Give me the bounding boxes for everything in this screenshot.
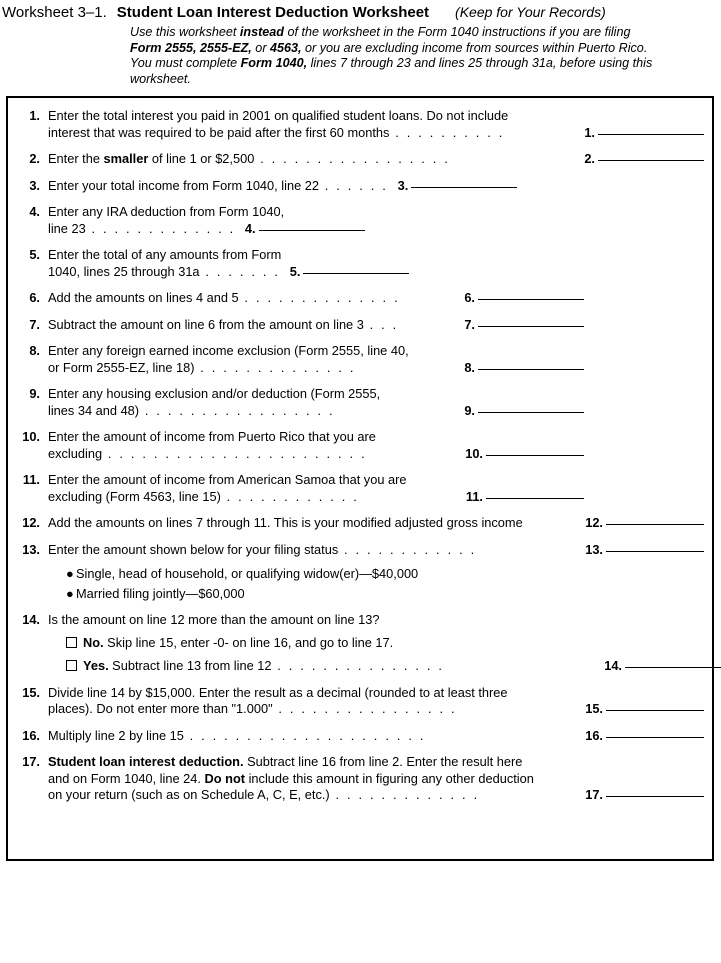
- line-text-b: and on Form 1040, line 24.: [48, 770, 205, 786]
- leader-dots: . . . . . . . . . . . . . . . . . . . . .: [183, 727, 426, 743]
- answer-field-14[interactable]: [604, 657, 721, 675]
- line-text-a: Enter the total of any amounts from Form: [48, 247, 282, 262]
- worksheet-line-16: [14, 728, 706, 745]
- line-body: [48, 515, 706, 532]
- answer-blank[interactable]: [478, 369, 584, 370]
- line-body: [48, 472, 706, 505]
- line14-no-text: [83, 634, 706, 652]
- worksheet-line-15: [14, 685, 706, 718]
- line-number: 4.: [29, 204, 40, 219]
- line-body: [48, 343, 706, 376]
- bullet-icon: ●: [66, 586, 74, 601]
- leader-dots: . . . . . . . . . . . . . .: [238, 290, 400, 305]
- line-number: 9.: [29, 386, 40, 401]
- line-body: [48, 317, 706, 334]
- intro-line1-c: of the worksheet in the Form 1040 instructions if you are filing: [283, 25, 631, 39]
- line-body: [48, 247, 706, 280]
- line-number: 13.: [22, 541, 40, 557]
- worksheet-line-17: [14, 754, 706, 804]
- line-body: [48, 754, 706, 804]
- answer-field-5[interactable]: [290, 264, 410, 279]
- leader-dots: . . . . . . .: [199, 263, 281, 279]
- leader-dots: . . . . . . . . . . . .: [220, 488, 359, 504]
- answer-blank[interactable]: [625, 667, 721, 668]
- line-text-a: Enter the: [48, 151, 104, 166]
- intro-paragraph: [130, 25, 710, 87]
- worksheet-line-12: [14, 515, 706, 532]
- answer-field-3[interactable]: [398, 178, 518, 193]
- line-number: 11.: [22, 472, 40, 487]
- filing-status-bullets: [66, 564, 706, 604]
- answer-number: 17.: [585, 787, 603, 802]
- intro-line4: worksheet.: [130, 71, 191, 86]
- line-text-deduction-label: Student loan interest deduction.: [48, 754, 244, 769]
- worksheet-box: [6, 96, 714, 861]
- checkbox-yes-icon[interactable]: [66, 660, 77, 671]
- line-text-b: lines 34 and 48): [48, 402, 140, 418]
- line-number: 2.: [29, 151, 40, 166]
- answer-field-7[interactable]: [464, 317, 584, 334]
- answer-blank[interactable]: [606, 524, 704, 525]
- worksheet-line-14: [14, 612, 706, 675]
- line-number: 6.: [29, 290, 40, 305]
- intro-line2-b: or: [251, 40, 271, 55]
- answer-field-15[interactable]: [585, 701, 704, 718]
- line-text-a: Enter any IRA deduction from Form 1040,: [48, 204, 285, 219]
- answer-blank[interactable]: [303, 273, 409, 274]
- answer-number: 12.: [585, 515, 603, 530]
- answer-blank[interactable]: [486, 455, 584, 456]
- line-body: [48, 685, 706, 718]
- line-text-a: Enter any foreign earned income exclusion (Form 2555, line 40,: [48, 343, 409, 358]
- bullet-icon: ●: [66, 566, 74, 581]
- answer-blank[interactable]: [598, 134, 704, 135]
- answer-number: 16.: [585, 727, 603, 743]
- answer-number: 7.: [464, 316, 475, 332]
- line-text-a: Divide line 14 by $15,000. Enter the result as a decimal (rounded to at least three: [48, 684, 508, 700]
- answer-number: 4.: [244, 220, 256, 236]
- option-text-no: Skip line 15, enter -0- on line 16, and go to line 17.: [103, 634, 394, 650]
- line-body: [48, 612, 706, 675]
- line-number: 16.: [22, 727, 40, 743]
- line-body: [48, 108, 706, 141]
- line-text-b: places). Do not enter more than "1.000": [48, 701, 273, 716]
- intro-form-4563: 4563,: [270, 40, 302, 55]
- answer-field-4[interactable]: [245, 221, 365, 236]
- leader-dots: . . . . . .: [319, 177, 389, 193]
- line-text-a: Enter the total interest you paid in 2001 on qualified student loans. Do not include: [48, 108, 509, 123]
- answer-number: 8.: [464, 359, 475, 375]
- line-body: [48, 542, 706, 607]
- line-number: 17.: [22, 754, 40, 769]
- worksheet-line-8: [14, 343, 706, 376]
- line17-first-line: [48, 754, 706, 771]
- bullet-item-single: [66, 564, 706, 584]
- leader-dots: . . . . . . . . . . . . . . .: [271, 657, 445, 673]
- worksheet-line-1: [14, 108, 706, 141]
- answer-number: 14.: [604, 657, 622, 673]
- answer-number: 1.: [584, 124, 595, 140]
- line-body: [48, 728, 706, 745]
- answer-blank[interactable]: [606, 710, 704, 711]
- line17-second-line: [48, 771, 706, 788]
- answer-number: 5.: [289, 263, 301, 279]
- intro-line1-instead: instead: [239, 25, 284, 39]
- intro-line2-d: or you are excluding income from sources within Puerto Rico.: [301, 40, 648, 55]
- checkbox-no-icon[interactable]: [66, 637, 77, 648]
- answer-field-8[interactable]: [464, 360, 584, 377]
- line-text-a: Multiply line 2 by line 15: [48, 727, 184, 743]
- bullet-text: Married filing jointly—$60,000: [76, 586, 245, 601]
- answer-blank[interactable]: [598, 160, 704, 161]
- line-text-a: Is the amount on line 12 more than the amount on line 13?: [48, 612, 380, 627]
- answer-blank[interactable]: [478, 326, 584, 327]
- line-number: 10.: [22, 429, 40, 444]
- worksheet-line-9: [14, 386, 706, 419]
- line-text-a: Enter your total income from Form 1040, line 22: [48, 177, 319, 193]
- line-body: [48, 178, 706, 195]
- line-number: 15.: [22, 684, 40, 700]
- line-text-b: line 23: [48, 220, 86, 236]
- line14-yes-text: [83, 657, 706, 675]
- worksheet-line-2: [14, 151, 706, 168]
- answer-field-9[interactable]: [464, 403, 584, 420]
- worksheet-title: Student Loan Interest Deduction Worksheet: [116, 4, 430, 21]
- answer-field-1[interactable]: [584, 125, 704, 142]
- answer-blank[interactable]: [606, 551, 704, 552]
- answer-blank[interactable]: [478, 299, 584, 300]
- leader-dots: . . . . . . . . . .: [389, 124, 505, 140]
- answer-field-10[interactable]: [465, 446, 584, 463]
- worksheet-line-3: [14, 178, 706, 195]
- bullet-text: Single, head of household, or qualifying widow(er)—$40,000: [76, 566, 419, 581]
- worksheet-line-13: [14, 542, 706, 607]
- leader-dots: . . .: [363, 316, 399, 332]
- leader-dots: . . . . . . . . . . . . . . . . .: [254, 151, 451, 166]
- intro-form-2555: Form 2555, 2555-EZ,: [130, 40, 252, 55]
- line-text-b: interest that was required to be paid after the first 60 months: [48, 124, 390, 140]
- answer-number: 2.: [584, 151, 595, 166]
- intro-line3-c: lines 7 through 23 and lines 25 through 31a, before using this: [307, 56, 653, 70]
- answer-number: 6.: [464, 290, 475, 305]
- worksheet-header: [0, 0, 721, 21]
- line-body: [48, 429, 706, 462]
- line-text-a: Enter the amount shown below for your filing status: [48, 541, 339, 557]
- line-text-c: include this amount in figuring any other deduction: [245, 770, 534, 786]
- worksheet-line-4: [14, 204, 706, 237]
- line-body: [48, 151, 706, 168]
- line-text-b: of line 1 or $2,500: [148, 151, 255, 166]
- worksheet-lines: [8, 98, 712, 804]
- intro-line3-a: You must complete: [130, 56, 241, 70]
- intro-line1-a: Use this worksheet: [130, 25, 240, 39]
- answer-number: 13.: [585, 541, 603, 557]
- line-text-a: Subtract line 16 from line 2. Enter the result here: [243, 754, 523, 769]
- line-body: [48, 386, 706, 419]
- line-text-a: Enter any housing exclusion and/or deduction (Form 2555,: [48, 386, 381, 401]
- answer-number: 10.: [465, 445, 483, 461]
- answer-blank[interactable]: [411, 187, 517, 188]
- answer-number: 11.: [465, 488, 483, 504]
- worksheet-line-7: [14, 317, 706, 334]
- option-label-yes: Yes.: [83, 657, 109, 673]
- line-number: 14.: [22, 612, 40, 627]
- keep-for-records-note: (Keep for Your Records): [455, 4, 606, 20]
- line-text-b: excluding (Form 4563, line 15): [48, 488, 221, 504]
- answer-field-13[interactable]: [585, 542, 704, 559]
- worksheet-line-6: [14, 290, 706, 307]
- line-number: 5.: [29, 247, 40, 262]
- leader-dots: . . . . . . . . . . . .: [338, 541, 477, 557]
- answer-field-11[interactable]: [466, 489, 584, 506]
- leader-dots: . . . . . . . . . . . . .: [329, 787, 480, 802]
- worksheet-line-5: [14, 247, 706, 280]
- leader-dots: . . . . . . . . . . . . . .: [194, 359, 356, 375]
- bullet-item-married: [66, 584, 706, 604]
- worksheet-line-11: [14, 472, 706, 505]
- line-text-a: Add the amounts on lines 4 and 5: [48, 290, 239, 305]
- leader-dots: . . . . . . . . . . . . . . . . .: [139, 402, 335, 418]
- line-number: 3.: [29, 177, 40, 193]
- answer-blank[interactable]: [606, 737, 704, 738]
- worksheet-line-10: [14, 429, 706, 462]
- option-text-yes: Subtract line 13 from line 12: [108, 657, 272, 673]
- answer-field-6[interactable]: [464, 290, 584, 307]
- line-text-b: 1040, lines 25 through 31a: [48, 263, 200, 279]
- line-text-a: Enter the amount of income from Puerto Rico that you are: [48, 429, 376, 444]
- answer-number: 15.: [585, 701, 603, 716]
- answer-field-17[interactable]: [585, 787, 704, 804]
- line-text-b: excluding: [48, 445, 103, 461]
- line-text-a: Add the amounts on lines 7 through 11. This is your modified adjusted gross income: [48, 515, 523, 530]
- answer-field-12[interactable]: [585, 515, 704, 532]
- answer-number: 9.: [464, 402, 475, 418]
- line-text-donot: Do not: [204, 770, 246, 786]
- answer-number: 3.: [397, 177, 409, 193]
- worksheet-number-label: Worksheet 3–1.: [2, 4, 107, 21]
- leader-dots: . . . . . . . . . . . . . . . .: [272, 701, 457, 716]
- line-text-d: on your return (such as on Schedule A, C, E, etc.): [48, 787, 330, 802]
- answer-blank[interactable]: [478, 412, 584, 413]
- line-text-a: Enter the amount of income from American Samoa that you are: [48, 472, 407, 487]
- line-number: 12.: [22, 515, 40, 530]
- line-text-b: or Form 2555-EZ, line 18): [48, 359, 195, 375]
- leader-dots: . . . . . . . . . . . . .: [85, 220, 236, 236]
- leader-dots: . . . . . . . . . . . . . . . . . . . . . . .: [102, 445, 367, 461]
- answer-field-2[interactable]: [584, 151, 704, 168]
- answer-field-16[interactable]: [585, 728, 704, 745]
- option-label-no: No.: [83, 634, 104, 650]
- intro-form-1040: Form 1040,: [240, 56, 308, 70]
- line-number: 7.: [29, 316, 40, 332]
- answer-blank[interactable]: [259, 230, 365, 231]
- line-body: [48, 290, 706, 307]
- line-body: [48, 204, 706, 237]
- answer-blank[interactable]: [606, 796, 704, 797]
- line-number: 8.: [29, 343, 40, 358]
- line14-yes-option[interactable]: [66, 657, 706, 675]
- line-text-a: Subtract the amount on line 6 from the amount on line 3: [48, 316, 364, 332]
- line-text-smaller: smaller: [103, 151, 149, 166]
- line-number: 1.: [29, 108, 40, 123]
- line14-no-option[interactable]: [66, 634, 706, 652]
- answer-blank[interactable]: [486, 498, 584, 499]
